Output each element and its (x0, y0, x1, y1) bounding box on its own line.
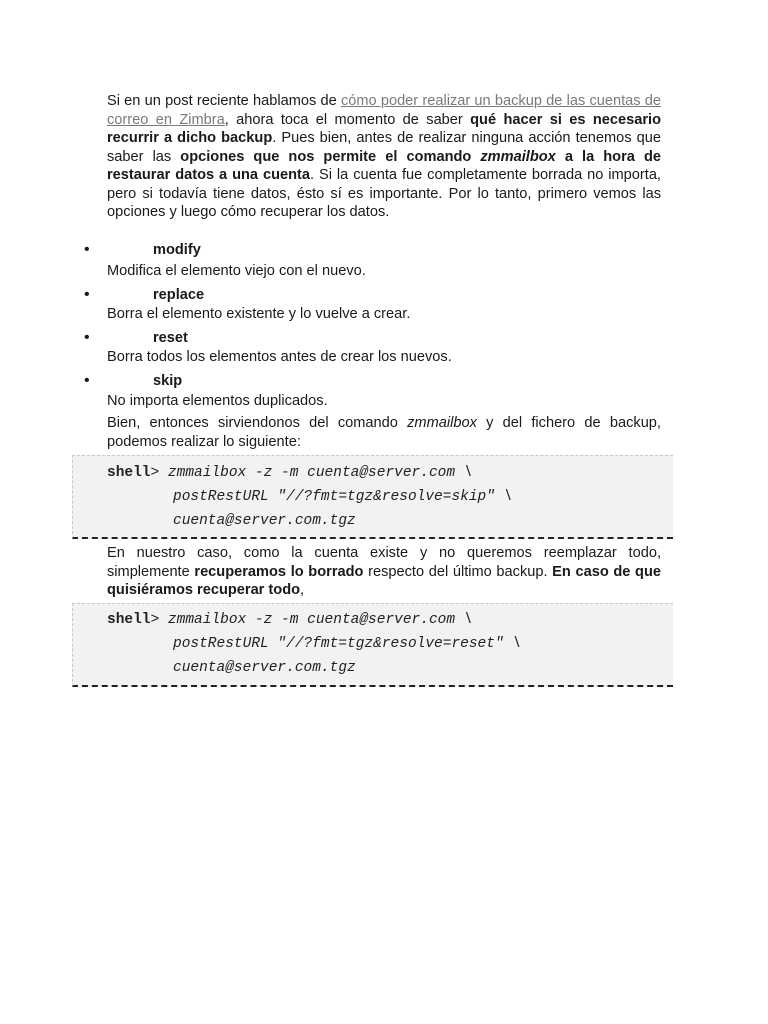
recovery-paragraph (107, 544, 661, 600)
list-item (0, 328, 768, 348)
shell-prompt: shell (107, 465, 151, 481)
code-line-1 (107, 609, 472, 631)
option-term: replace (153, 287, 205, 303)
intro-text-4: . Si la cuenta fue completamente borrada no importa, pero si todavía tiene datos, ésto sí es importante. Por lo tanto, primero vemos las opciones y luego cómo recuperar los datos. (107, 167, 661, 220)
para3-bold-2: En caso de que quisiéramos recuperar todo (107, 563, 661, 598)
intro-text-2: , ahora toca el momento de saber (224, 111, 471, 128)
list-item (0, 240, 768, 260)
bullet-marker: • (84, 241, 90, 258)
para2-text-1: Bien, entonces sirviendonos del comando (107, 415, 408, 431)
backup-article-link[interactable]: cómo poder realizar un backup de las cuentas de correo en Zimbra (107, 93, 662, 128)
command-intro-paragraph (107, 414, 661, 451)
code-line-2: postRestURL "//?fmt=tgz&resolve=reset" \ (173, 636, 522, 652)
para2-command-name: zmmailbox (407, 415, 477, 431)
bullet-marker: • (84, 286, 90, 303)
intro-command-name: zmmailbox (480, 148, 556, 165)
option-description: Borra el elemento existente y lo vuelve a crear. (107, 306, 411, 322)
bullet-marker: • (84, 372, 90, 389)
list-item (0, 371, 768, 391)
option-term: skip (153, 373, 183, 389)
option-term: modify (153, 242, 201, 258)
intro-bold-1: qué hacer si es necesario recurrir a dicho backup (107, 111, 662, 146)
para3-text-2: respecto del último backup. (363, 563, 553, 580)
intro-text-1: Si en un post reciente hablamos de (107, 93, 341, 109)
para3-bold-1: recuperamos lo borrado (194, 563, 364, 580)
option-term: reset (153, 330, 188, 346)
code-line-2: postRestURL "//?fmt=tgz&resolve=skip" \ (173, 489, 513, 505)
code-command: zmmailbox -z -m cuenta@server.com \ (167, 465, 473, 481)
para3-text-3: , (300, 582, 305, 598)
intro-bold-2-text: opciones que nos permite el comando (180, 148, 481, 165)
code-line-3: cuenta@server.com.tgz (173, 513, 356, 529)
para3-text-1: En nuestro caso, como la cuenta existe y no queremos reemplazar todo, simplemente (107, 545, 661, 580)
code-block-reset (72, 603, 673, 687)
shell-prompt: shell (107, 612, 151, 628)
para2-text-2: y del fichero de backup, podemos realizar lo siguiente: (107, 415, 661, 450)
code-command: zmmailbox -z -m cuenta@server.com \ (167, 612, 473, 628)
prompt-symbol: > (150, 612, 168, 628)
prompt-symbol: > (150, 465, 168, 481)
option-description: Modifica el elemento viejo con el nuevo. (107, 263, 366, 279)
option-description: Borra todos los elementos antes de crear los nuevos. (107, 349, 452, 365)
code-line-1 (107, 462, 472, 484)
code-block-skip (72, 455, 673, 539)
intro-bold-3: a la hora de restaurar datos a una cuenta (107, 148, 661, 183)
bullet-marker: • (84, 329, 90, 346)
list-item (0, 285, 768, 305)
intro-text-3: . Pues bien, antes de realizar ninguna acción tenemos que saber las (107, 130, 661, 165)
intro-paragraph (107, 92, 661, 222)
code-line-3: cuenta@server.com.tgz (173, 660, 356, 676)
option-description: No importa elementos duplicados. (107, 393, 328, 409)
